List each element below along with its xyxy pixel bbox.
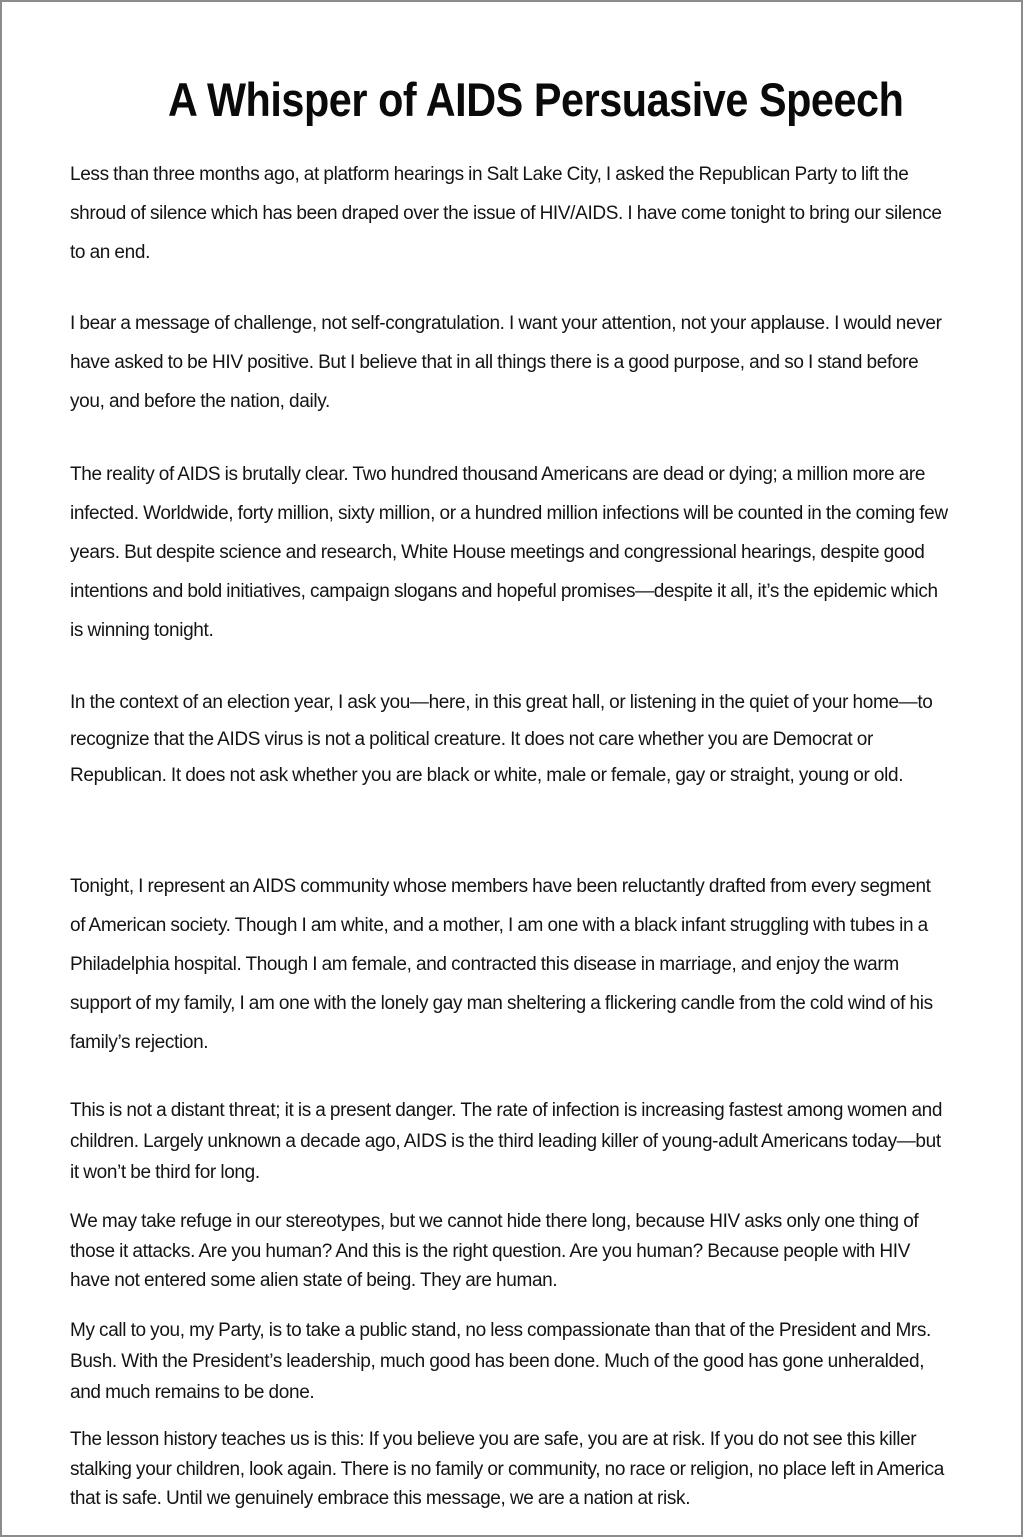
- paragraph-3: The reality of AIDS is brutally clear. Two hundred thousand Americans are dead or dying; a million more are infected. Worldwide, forty million, sixty million, or a hundred million infections will be counted in the coming few years. But despite science and research, White House meetings and congressional hearings, despite good intentions and bold initiatives, campaign slogans and hopeful promises—despite it all, it’s the epidemic which is winning tonight.: [70, 464, 948, 641]
- document-title: A Whisper of AIDS Persuasive Speech: [168, 73, 904, 126]
- paragraph-2: I bear a message of challenge, not self-congratulation. I want your attention, not your applause. I would never have asked to be HIV positive. But I believe that in all things there is a good purpose, and so I stand before you, and before the nation, daily.: [70, 313, 942, 412]
- paragraph-1: Less than three months ago, at platform hearings in Salt Lake City, I asked the Republican Party to lift the shroud of silence which has been draped over the issue of HIV/AIDS. I have come tonight to bring our silence to an end.: [70, 164, 942, 263]
- paragraph-9: The lesson history teaches us is this: If you believe you are safe, you are at risk. If you do not see this killer stalking your children, look again. There is no family or community, no race or religion, no place left in America that is safe. Until we genuinely embrace this message, we are a nation at risk.: [70, 1429, 944, 1509]
- paragraph-5: Tonight, I represent an AIDS community whose members have been reluctantly drafted from every segment of American society. Though I am white, and a mother, I am one with a black infant struggling with tubes in a Philadelphia hospital. Though I am female, and contracted this disease in marriage, and enjoy the warm support of my family, I am one with the lonely gay man sheltering a flickering candle from the cold wind of his family’s rejection.: [70, 876, 933, 1053]
- paragraph-4: In the context of an election year, I ask you—here, in this great hall, or listening in the quiet of your home—to recognize that the AIDS virus is not a political creature. It does not care whether you are Democrat or Republican. It does not ask whether you are black or white, male or female, gay or straight, young or old.: [70, 692, 933, 786]
- paragraph-8: My call to you, my Party, is to take a public stand, no less compassionate than that of the President and Mrs. Bush. With the President’s leadership, much good has been done. Much of the good has gone unheralded, and much remains to be done.: [70, 1320, 931, 1403]
- paragraph-6: This is not a distant threat; it is a present danger. The rate of infection is increasing fastest among women and children. Largely unknown a decade ago, AIDS is the third leading killer of young-adult Americans today—but it won’t be third for long.: [70, 1100, 943, 1183]
- paragraph-7: We may take refuge in our stereotypes, but we cannot hide there long, because HIV asks only one thing of those it attacks. Are you human? And this is the right question. Are you human? Because people with HIV have not entered some alien state of being. They are human.: [70, 1211, 919, 1291]
